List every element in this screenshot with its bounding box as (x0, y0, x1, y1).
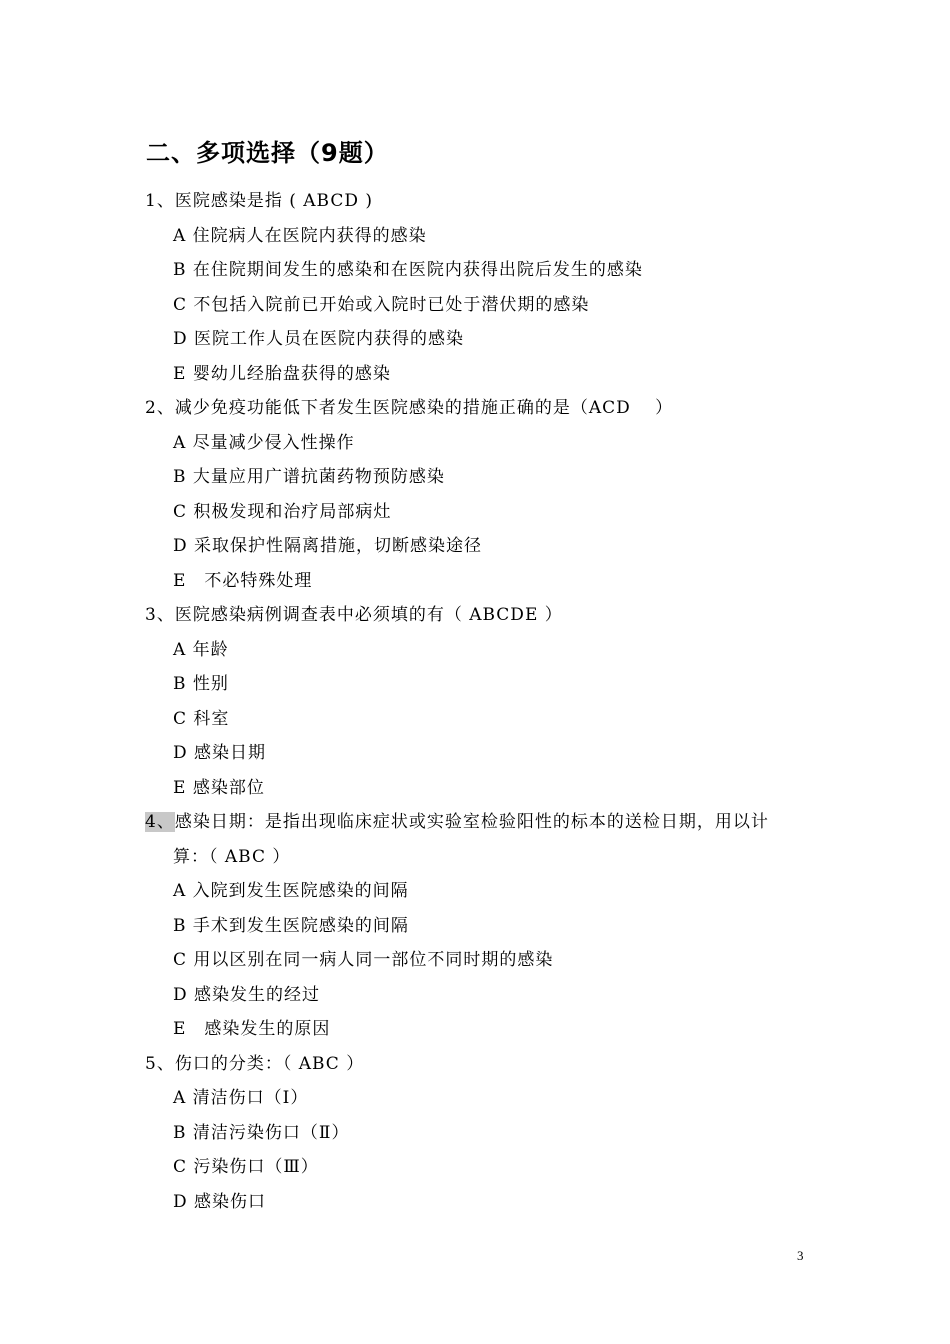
question-2-option-d: D 采取保护性隔离措施，切断感染途径 (173, 536, 483, 556)
question-2-stem: 2、减少免疫功能低下者发生医院感染的措施正确的是（ACD ） (145, 398, 674, 418)
question-4-option-b: B 手术到发生医院感染的间隔 (173, 915, 409, 936)
question-2-option-b: B 大量应用广谱抗菌药物预防感染 (173, 467, 445, 487)
question-1-option-d: D 医院工作人员在医院内获得的感染 (173, 329, 465, 349)
question-3-option-c: C 科室 (173, 708, 230, 729)
question-4-number: 4、 (145, 812, 175, 832)
question-4-option-e: E 感染发生的原因 (173, 1019, 331, 1039)
question-3-option-e: E 感染部位 (173, 777, 265, 798)
question-2-option-a: A 尽量减少侵入性操作 (173, 432, 355, 453)
question-3-option-d: D 感染日期 (173, 743, 267, 763)
question-list (145, 184, 825, 1219)
question-3-stem: 3、医院感染病例调查表中必须填的有（ ABCDE ） (145, 605, 563, 625)
question-2-option-c: C 积极发现和治疗局部病灶 (173, 501, 392, 522)
question-1-option-b: B 在住院期间发生的感染和在医院内获得出院后发生的感染 (173, 260, 643, 280)
question-4-stem (145, 805, 825, 840)
question-5-option-b: B 清洁污染伤口（Ⅱ） (173, 1122, 350, 1143)
question-1-option-a: A 住院病人在医院内获得的感染 (173, 225, 427, 246)
question-4-stem-line1: 感染日期：是指出现临床症状或实验室检验阳性的标本的送检日期，用以计 (174, 812, 769, 832)
question-4-stem-line2: 算：（ ABC ） (173, 846, 291, 867)
question-5-option-c: C 污染伤口（Ⅲ） (173, 1157, 319, 1177)
question-5-option-d: D 感染伤口 (173, 1191, 267, 1212)
question-5-option-a: A 清洁伤口（Ⅰ） (173, 1088, 309, 1108)
question-1-stem: 1、医院感染是指 ( ABCD ) (145, 191, 374, 211)
question-3-option-a: A 年龄 (173, 639, 229, 660)
question-4-option-c: C 用以区别在同一病人同一部位不同时期的感染 (173, 950, 554, 970)
question-4-option-a: A 入院到发生医院感染的间隔 (173, 881, 409, 901)
question-1-option-c: C 不包括入院前已开始或入院时已处于潜伏期的感染 (173, 294, 590, 315)
question-3-option-b: B 性别 (173, 674, 229, 694)
question-4-option-d: D 感染发生的经过 (173, 984, 321, 1005)
question-2-option-e: E 不必特殊处理 (173, 570, 313, 591)
question-5-stem: 5、伤口的分类：（ ABC ） (145, 1053, 365, 1074)
page-number: 3 (797, 1248, 804, 1263)
question-1-option-e: E 婴幼儿经胎盘获得的感染 (173, 363, 391, 384)
section-title: 二、多项选择（9题） (146, 139, 389, 167)
